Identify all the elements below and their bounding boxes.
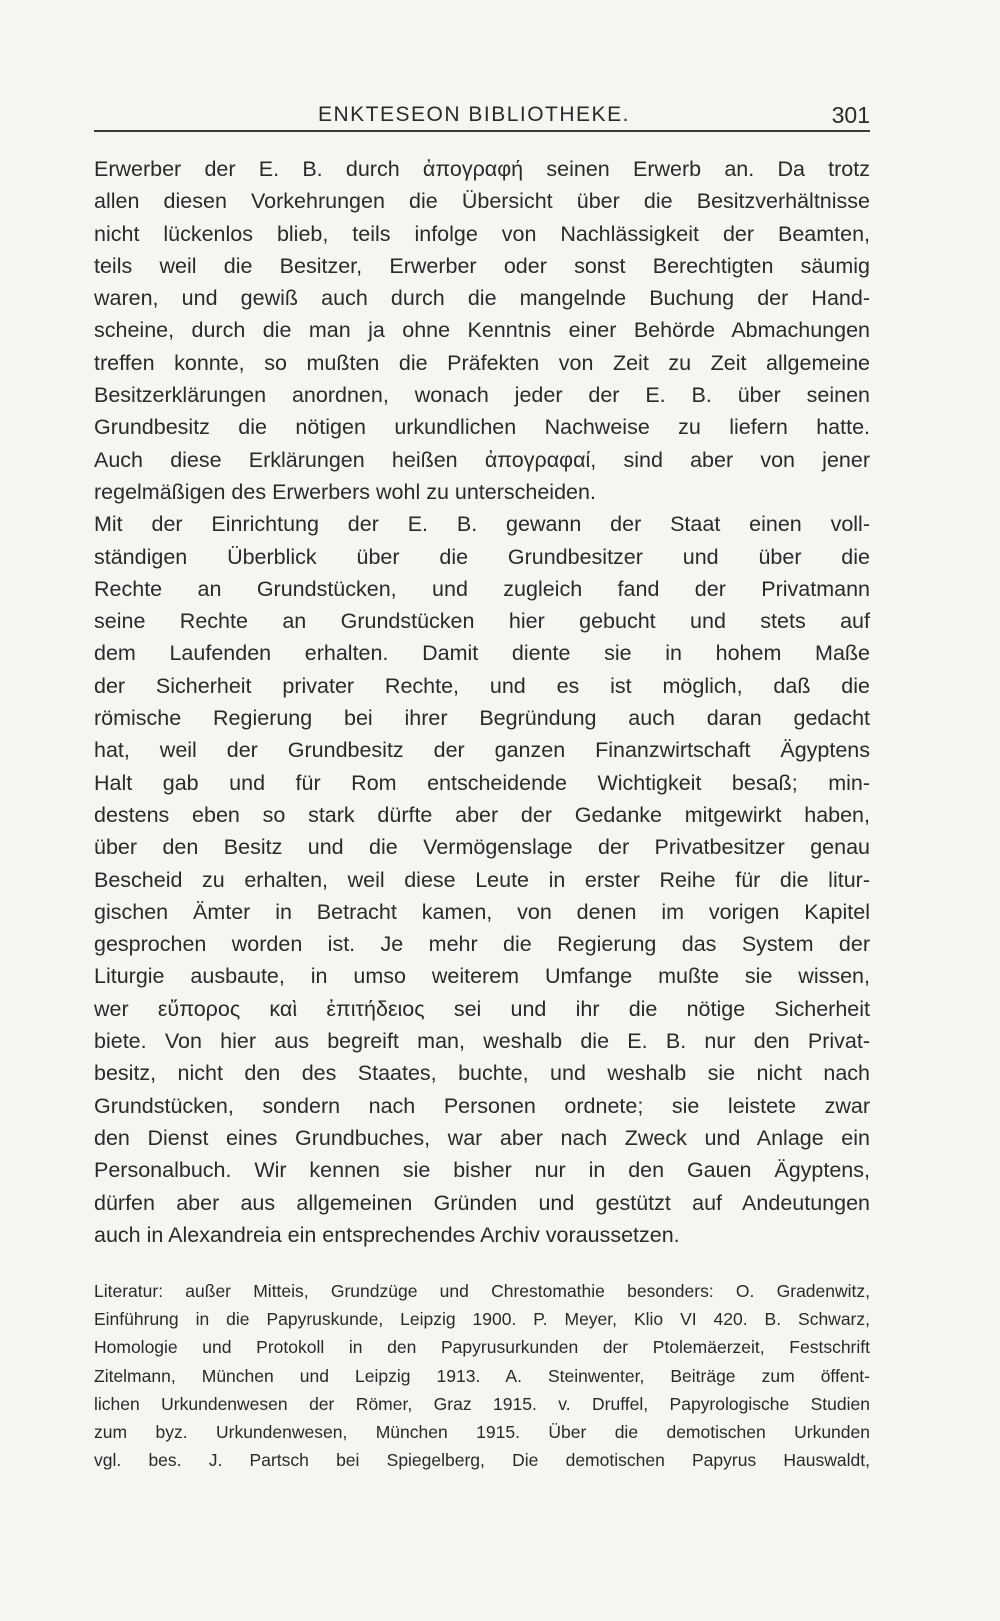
body-line: der Sicherheit privater Rechte, und es ist möglich, daß die: [94, 673, 870, 698]
body-line: dem Laufenden erhalten. Damit diente sie in hohem Maße: [94, 641, 870, 666]
body-line: Rechte an Grundstücken, und zugleich fand der Privatmann: [94, 576, 870, 601]
body-text: [94, 153, 870, 1251]
body-line: über den Besitz und die Vermögenslage der Privatbesitzer genau: [94, 835, 870, 860]
literature-line: lichen Urkundenwesen der Römer, Graz 1915. v. Druffel, Papyrologische Studien: [94, 1393, 870, 1414]
body-line: scheine, durch die man ja ohne Kenntnis einer Behörde Abmachungen: [94, 318, 870, 343]
body-line: Halt gab und für Rom entscheidende Wichtigkeit besaß; min-: [94, 770, 870, 795]
literature-line: Homologie und Protokoll in den Papyrusurkunden der Ptolemäerzeit, Festschrift: [94, 1337, 870, 1358]
literature-line: Einführung in die Papyruskunde, Leipzig 1900. P. Meyer, Klio VI 420. B. Schwarz,: [94, 1309, 870, 1330]
body-line: Personalbuch. Wir kennen sie bisher nur in den Gauen Ägyptens,: [94, 1158, 870, 1183]
literature-line: zum byz. Urkundenwesen, München 1915. Über die demotischen Urkunden: [94, 1421, 870, 1442]
running-head: [94, 98, 870, 132]
body-line: Grundbesitz die nötigen urkundlichen Nachweise zu liefern hatte.: [94, 415, 870, 440]
literature-line: vgl. bes. J. Partsch bei Spiegelberg, Die demotischen Papyrus Hauswaldt,: [94, 1450, 870, 1471]
body-line: römische Regierung bei ihrer Begründung auch daran gedacht: [94, 706, 870, 731]
body-line: Erwerber der E. B. durch ἀπογραφή seinen Erwerb an. Da trotz: [94, 157, 870, 181]
body-line: Auch diese Erklärungen heißen ἀπογραφαί, sind aber von jener: [94, 447, 870, 472]
body-line: biete. Von hier aus begreift man, weshalb die E. B. nur den Privat-: [94, 1029, 870, 1054]
header-rule: [94, 130, 870, 132]
body-line: Bescheid zu erhalten, weil diese Leute in erster Reihe für die litur-: [94, 867, 870, 892]
body-line: seine Rechte an Grundstücken hier gebucht und stets auf: [94, 609, 870, 634]
literature-line: Zitelmann, München und Leipzig 1913. A. Steinwenter, Beiträge zum öffent-: [94, 1365, 870, 1386]
body-line: auch in Alexandreia ein entsprechendes Archiv voraussetzen.: [94, 1222, 680, 1247]
body-line: Mit der Einrichtung der E. B. gewann der Staat einen voll-: [94, 512, 870, 537]
body-line: Liturgie ausbaute, in umso weiterem Umfange mußte sie wissen,: [94, 964, 870, 989]
body-line: waren, und gewiß auch durch die mangelnde Buchung der Hand-: [94, 286, 870, 311]
body-line: teils weil die Besitzer, Erwerber oder sonst Berechtigten säumig: [94, 253, 870, 278]
body-line: gischen Ämter in Betracht kamen, von denen im vorigen Kapitel: [94, 899, 870, 924]
body-line: destens eben so stark dürfte aber der Gedanke mitgewirkt haben,: [94, 802, 870, 827]
body-line: wer εὔπορος καὶ ἐπιτήδειος sei und ihr die nötige Sicherheit: [94, 996, 870, 1021]
body-line: regelmäßigen des Erwerbers wohl zu unterscheiden.: [94, 479, 596, 504]
body-line: treffen konnte, so mußten die Präfekten von Zeit zu Zeit allgemeine: [94, 350, 870, 375]
body-line: ständigen Überblick über die Grundbesitzer und über die: [94, 544, 870, 569]
literature-line: Literatur: außer Mitteis, Grundzüge und Chrestomathie besonders: O. Gradenwitz,: [94, 1281, 870, 1301]
body-line: gesprochen worden ist. Je mehr die Regierung das System der: [94, 932, 870, 957]
body-line: nicht lückenlos blieb, teils infolge von Nachlässigkeit der Beamten,: [94, 221, 870, 246]
body-line: den Dienst eines Grundbuches, war aber nach Zweck und Anlage ein: [94, 1125, 870, 1150]
body-line: allen diesen Vorkehrungen die Übersicht über die Besitzverhältnisse: [94, 189, 870, 214]
page-number: 301: [831, 102, 870, 128]
body-line: dürfen aber aus allgemeinen Gründen und gestützt auf Andeutungen: [94, 1190, 870, 1215]
body-line: Besitzerklärungen anordnen, wonach jeder der E. B. über seinen: [94, 383, 870, 408]
body-line: Grundstücken, sondern nach Personen ordnete; sie leistete zwar: [94, 1093, 870, 1118]
body-line: hat, weil der Grundbesitz der ganzen Finanzwirtschaft Ägyptens: [94, 738, 870, 763]
running-head-title: ENKTESEON BIBLIOTHEKE.: [318, 103, 630, 126]
literature-note: [94, 1277, 870, 1474]
body-line: besitz, nicht den des Staates, buchte, und weshalb sie nicht nach: [94, 1061, 870, 1086]
